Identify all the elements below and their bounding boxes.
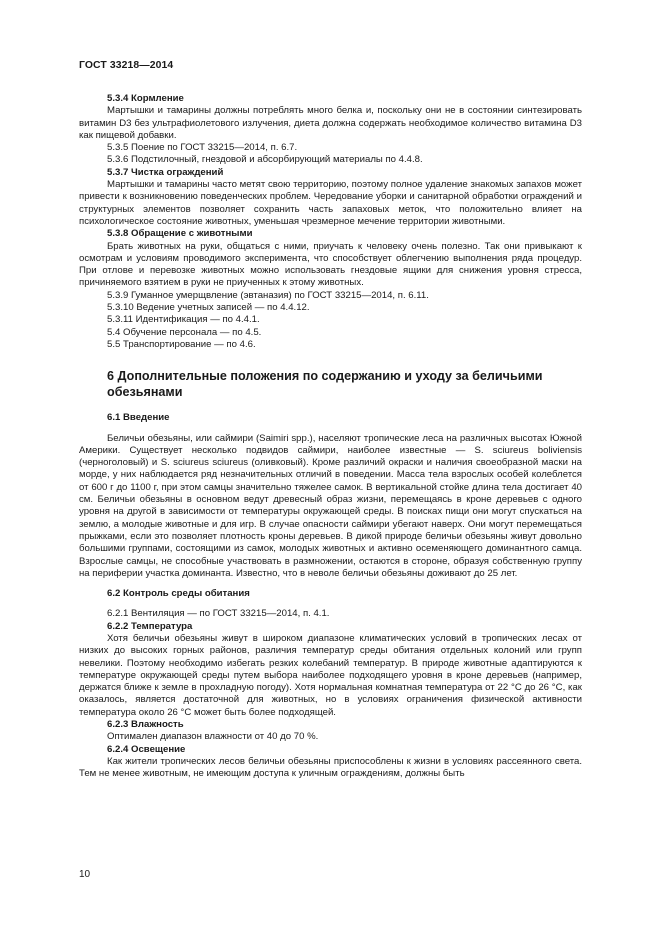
- heading-6-2-2: 6.2.2 Температура: [107, 620, 193, 632]
- heading-6-2: 6.2 Контроль среды обитания: [107, 588, 250, 600]
- item-5-5: 5.5 Транспортирование — по 4.6.: [107, 338, 256, 350]
- heading-6-1: 6.1 Введение: [107, 412, 170, 424]
- item-5-3-11: 5.3.11 Идентификация — по 4.4.1.: [107, 314, 260, 326]
- paragraph-6-2-2: Хотя беличьи обезьяны живут в широком диапазоне климатических условий в тропических лесах от низких до высоких горных районов, различия температур среды обитания отдельных колоний или групп невелики. Поэтому необходимо избегать резких колебаний температур. В природе животные адаптируются к температуре окружающей среды путем выбора наиболее подходящего уровня в кроне деревьев (например, держатся ближе к земле в прохладную погоду). Хотя нормальная комнатная температура от 22 °С до 26 °С, как оказалось, является достаточной для животных, но в условиях ограничения физической активности температура около 26 °С может быть более подходящей.: [79, 632, 582, 718]
- paragraph-6-2-3: Оптимален диапазон влажности от 40 до 70 %.: [107, 731, 319, 743]
- item-5-3-5: 5.3.5 Поение по ГОСТ 33215—2014, п. 6.7.: [107, 142, 298, 154]
- item-5-4: 5.4 Обучение персонала — по 4.5.: [107, 326, 262, 338]
- page-number: 10: [79, 869, 91, 880]
- document-header: ГОСТ 33218—2014: [79, 60, 174, 71]
- paragraph-5-3-8: Брать животных на руки, общаться с ними, приучать к человеку очень полезно. Так они привыкают к осмотрам и условиям проводимого эксперимента, что способствует облегчению выполнения ряда процедур. При отлове и перевозке животных можно использовать гнездовые ящики для снижения уровня стресса, причиняемого взятием в руки не приученных к этому животных.: [79, 240, 582, 289]
- item-6-2-1: 6.2.1 Вентиляция — по ГОСТ 33215—2014, п. 4.1.: [107, 608, 330, 620]
- paragraph-6-2-4: Как жители тропических лесов беличьи обезьяны приспособлены к жизни в условиях рассеянного света. Тем не менее животным, не имеющим доступа к уличным ограждениям, должны быть: [79, 755, 582, 780]
- item-5-3-9: 5.3.9 Гуманное умерщвление (эвтаназия) по ГОСТ 33215—2014, п. 6.11.: [107, 289, 429, 301]
- document-body: [79, 93, 582, 781]
- heading-6-2-3: 6.2.3 Влажность: [107, 719, 184, 731]
- heading-5-3-7: 5.3.7 Чистка ограждений: [107, 166, 224, 178]
- heading-6-2-4: 6.2.4 Освещение: [107, 743, 186, 755]
- paragraph-5-3-7: Мартышки и тамарины часто метят свою территорию, поэтому полное удаление знакомых запахов может привести к возникновению поведенческих проблем. Чередование уборки и санитарной обработки ограждений и структурных элементов позволяет сохранить часть запаховых меток, что положительно влияет на психологическое состояние животных, уменьшая чрезмерное мечение территории животными.: [79, 179, 582, 227]
- paragraph-5-3-4: Мартышки и тамарины должны потреблять много белка и, поскольку они не в состоянии синтезировать витамин D3 без ультрафиолетового излучения, диета должна содержать необходимое количество витамина D3 как пищевой добавки.: [79, 105, 582, 141]
- heading-5-3-4: 5.3.4 Кормление: [107, 93, 184, 104]
- paragraph-6-1: Беличьи обезьяны, или саймири (Saimiri spp.), населяют тропические леса на различных высотах Южной Америки. Существует несколько подвидов саймири, наиболее известные — S. sciureus boliviensis (черноголовый) и S. sciureus sciureus (оливковый). Кроме различий окраски и наличия своеобразной маски на морде, у них наблюдается ряд незначительных отличий в поведении. Масса тела взрослых особей колеблется от 600 г до 1100 г, при этом самцы значительно тяжелее самок. В вертикальной стойке длина тела достигает 40 см. Беличьи обезьяны в основном ведут древесный образ жизни, перемещаясь в кроне деревьев с одного уровня на другой в зависимости от температуры окружающей среды. В поисках пищи они могут спускаться на землю, а молодые животные и для игр. В случае опасности саймири убегают наверх. Они могут перемещаться прыжками, если это позволяет плотность кроны деревьев. В дикой природе беличьи обезьяны живут довольно большими группами, состоящими из самок, молодых животных и активно осеменяющего доминантного самца. Взрослые самцы, не способные участвовать в размножении, остаются в стороне, образуя собственную группу на периферии участка доминанта. Известно, что в неволе беличьи обезьяны доживают до 25 лет.: [79, 432, 582, 579]
- heading-5-3-8: 5.3.8 Обращение с животными: [107, 228, 253, 240]
- item-5-3-10: 5.3.10 Ведение учетных записей — по 4.4.12.: [107, 302, 310, 314]
- section-6-title: 6 Дополнительные положения по содержанию и уходу за беличьими обезьянами: [107, 369, 543, 400]
- item-5-3-6: 5.3.6 Подстилочный, гнездовой и абсорбирующий материалы по 4.4.8.: [107, 154, 423, 166]
